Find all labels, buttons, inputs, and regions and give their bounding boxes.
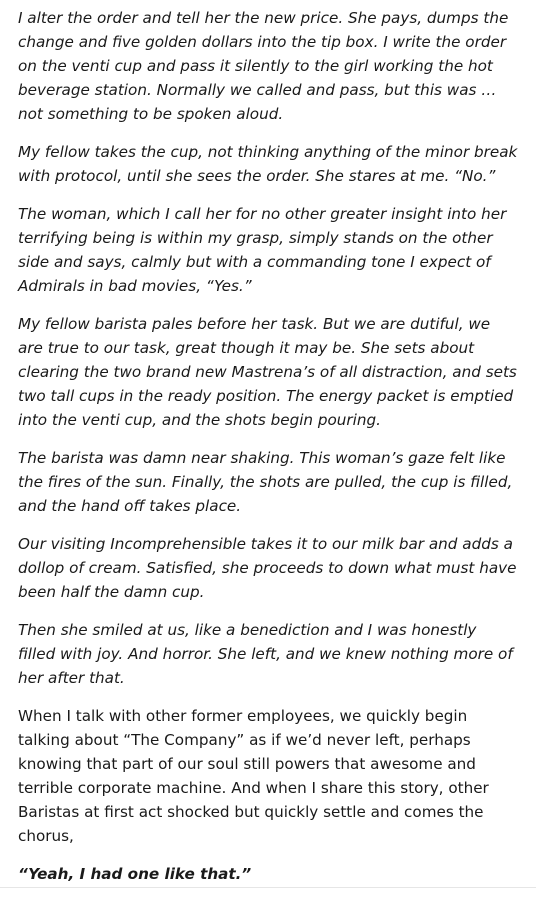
paragraph-fellow-reaction: My fellow takes the cup, not thinking anything of the minor break with protocol, until she sees the order. She stares at me. “No.” <box>18 143 518 185</box>
article-body <box>18 6 518 900</box>
paragraph-shaking: The barista was damn near shaking. This woman’s gaze felt like the fires of the sun. Finally, the shots are pulled, the cup is filled, and the hand off takes place. <box>18 449 513 515</box>
paragraph-former-employees: When I talk with other former employees, we quickly begin talking about “The Company” as if we’d never left, perhaps knowing that part of our soul still powers that awesome and terrible corporate machine. And when I share this story, other Baristas at first act shocked but quickly settle and comes the chorus, <box>18 707 489 845</box>
paragraph-order-change: I alter the order and tell her the new price. She pays, dumps the change and five golden dollars into the tip box. I write the order on the venti cup and pass it silently to the girl working the hot beverage station. Normally we called and pass, but this was … not something to be spoken aloud. <box>18 9 509 123</box>
paragraph-milk-bar: Our visiting Incomprehensible takes it to our milk bar and adds a dollop of cream. Satisfied, she proceeds to down what must have been half the damn cup. <box>18 535 517 601</box>
paragraph-woman-response: The woman, which I call her for no other greater insight into her terrifying being is within my grasp, simply stands on the other side and says, calmly but with a commanding tone I expect of Admirals in bad movies, “Yes.” <box>18 205 507 295</box>
paragraph-closing-quote: “Yeah, I had one like that.” <box>18 865 252 883</box>
paragraph-barista-task: My fellow barista pales before her task. But we are dutiful, we are true to our task, great though it may be. She sets about clearing the two brand new Mastrena’s of all distraction, and sets two tall cups in the ready position. The energy packet is emptied into the venti cup, and the shots begin pouring. <box>18 315 517 429</box>
paragraph-benediction: Then she smiled at us, like a benediction and I was honestly filled with joy. And horror. She left, and we knew nothing more of her after that. <box>18 621 513 687</box>
